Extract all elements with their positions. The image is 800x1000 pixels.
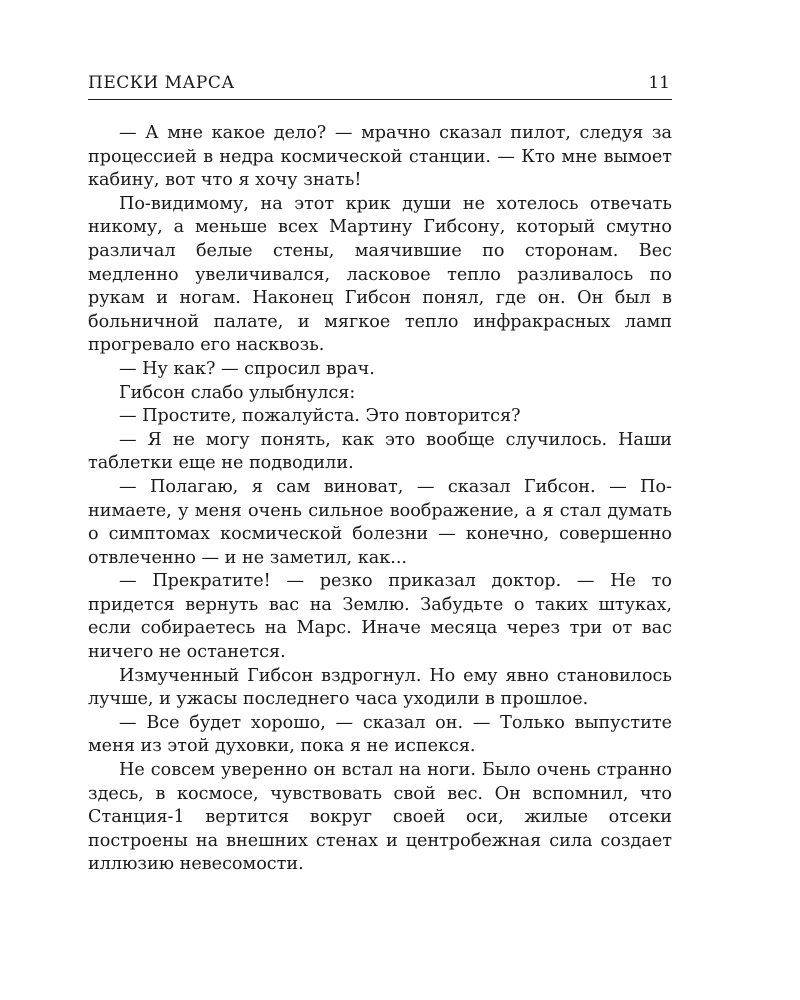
paragraph: — Ну как? — спросил врач. (119, 358, 375, 379)
paragraph: — Простите, пожалуйста. Это повторится? (119, 406, 521, 427)
paragraph: Гибсон слабо улыбнулся: (119, 382, 356, 403)
paragraph: — Прекратите! — резко приказал доктор. — Не то придется вернуть вас на Землю. Забудьте о таких штуках, если собираетесь на Марс. Иначе месяца через три от вас ничего не останется. (88, 571, 672, 663)
page-number: 11 (648, 73, 670, 93)
paragraph: Не совсем уверенно он встал на ноги. Было очень странно здесь, в космосе, чувствовать свой вес. Он вспомнил, что Станция-1 вертится вокруг своей оси, жилые отсеки построены на внешних стенах и центробежная сила создает иллюзию невесомости. (88, 760, 672, 875)
body-text (88, 122, 672, 877)
paragraph: Измученный Гибсон вздрогнул. Но ему явно становилось лучше, и ужасы последнего часа уходили в прошлое. (88, 665, 672, 710)
paragraph: — Я не могу понять, как это вообще случилось. Наши таблетки еще не подводили. (88, 429, 672, 474)
paragraph: — Все будет хорошо, — сказал он. — Только выпустите меня из этой духовки, пока я не испекся. (88, 712, 672, 757)
running-header (88, 70, 672, 100)
paragraph: — А мне какое дело? — мрачно сказал пилот, следуя за процессией в недра космической станции. — Кто мне вымоет кабину, вот что я хочу знать! (88, 123, 672, 191)
paragraph: — Полагаю, я сам виноват, — сказал Гибсон. — Понимаете, у меня очень сильное воображение, а я стал думать о симптомах космической болезни — конечно, совершенно отвлеченно — и не заметил, как... (88, 476, 672, 568)
paragraph: По-видимому, на этот крик души не хотелось отвечать никому, а меньше всех Мартину Гибсону, который смутно различал белые стены, маячившие по сторонам. Вес медленно увеличивался, ласковое тепло разливалось по рукам и ногам. Наконец Гибсон понял, где он. Он был в больничной палате, и мягкое тепло инфракрасных ламп прогревало его насквозь. (88, 193, 672, 356)
book-page (88, 70, 672, 877)
running-title: ПЕСКИ МАРСА (88, 73, 235, 93)
